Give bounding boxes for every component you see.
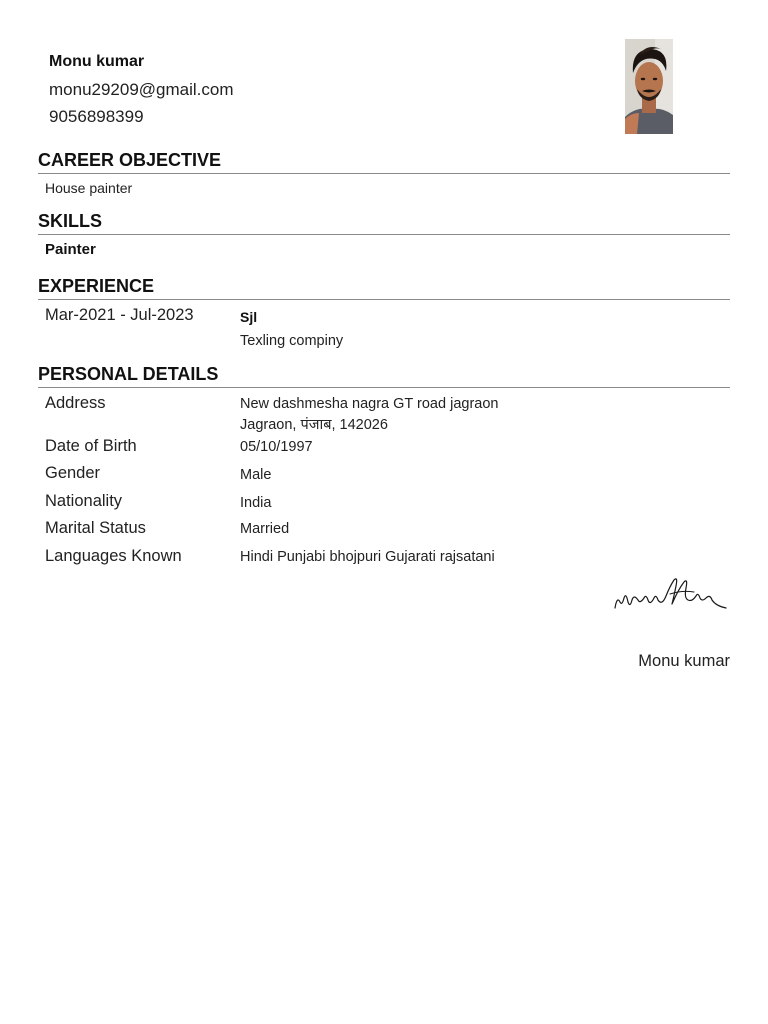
address-label: Address xyxy=(45,394,106,412)
gender-label: Gender xyxy=(45,464,101,482)
nationality-label: Nationality xyxy=(45,492,123,510)
languages-value: Hindi Punjabi bhojpuri Gujarati rajsatani xyxy=(240,549,495,565)
experience-role: Texling compiny xyxy=(240,333,344,349)
career-objective-text: House painter xyxy=(45,180,133,196)
address-line-2: Jagraon, पंजाब, 142026 xyxy=(240,417,388,433)
experience-company: Sjl xyxy=(240,309,258,325)
career-objective-section xyxy=(38,150,730,174)
candidate-email: monu29209@gmail.com xyxy=(49,80,234,99)
gender-value: Male xyxy=(240,467,272,483)
marital-status-value: Married xyxy=(240,521,290,537)
signature-name: Monu kumar xyxy=(638,652,730,670)
languages-label: Languages Known xyxy=(45,547,182,565)
skills-heading: SKILLS xyxy=(38,211,730,235)
personal-details-heading: PERSONAL DETAILS xyxy=(38,364,730,388)
address-line-1: New dashmesha nagra GT road jagraon xyxy=(240,396,499,412)
dob-value: 05/10/1997 xyxy=(240,439,313,455)
experience-heading: EXPERIENCE xyxy=(38,276,730,300)
experience-section xyxy=(38,276,730,300)
personal-details-section xyxy=(38,364,730,388)
dob-label: Date of Birth xyxy=(45,437,137,455)
skill-item: Painter xyxy=(45,241,96,258)
candidate-phone: 9056898399 xyxy=(49,107,144,126)
career-objective-heading: CAREER OBJECTIVE xyxy=(38,150,730,174)
skills-section xyxy=(38,211,730,235)
person-photo-icon xyxy=(625,39,673,134)
candidate-name: Monu kumar xyxy=(49,53,145,70)
handwritten-signature-icon xyxy=(612,572,730,618)
marital-status-label: Marital Status xyxy=(45,519,146,537)
nationality-value: India xyxy=(240,495,272,511)
experience-period: Mar-2021 - Jul-2023 xyxy=(45,306,194,324)
